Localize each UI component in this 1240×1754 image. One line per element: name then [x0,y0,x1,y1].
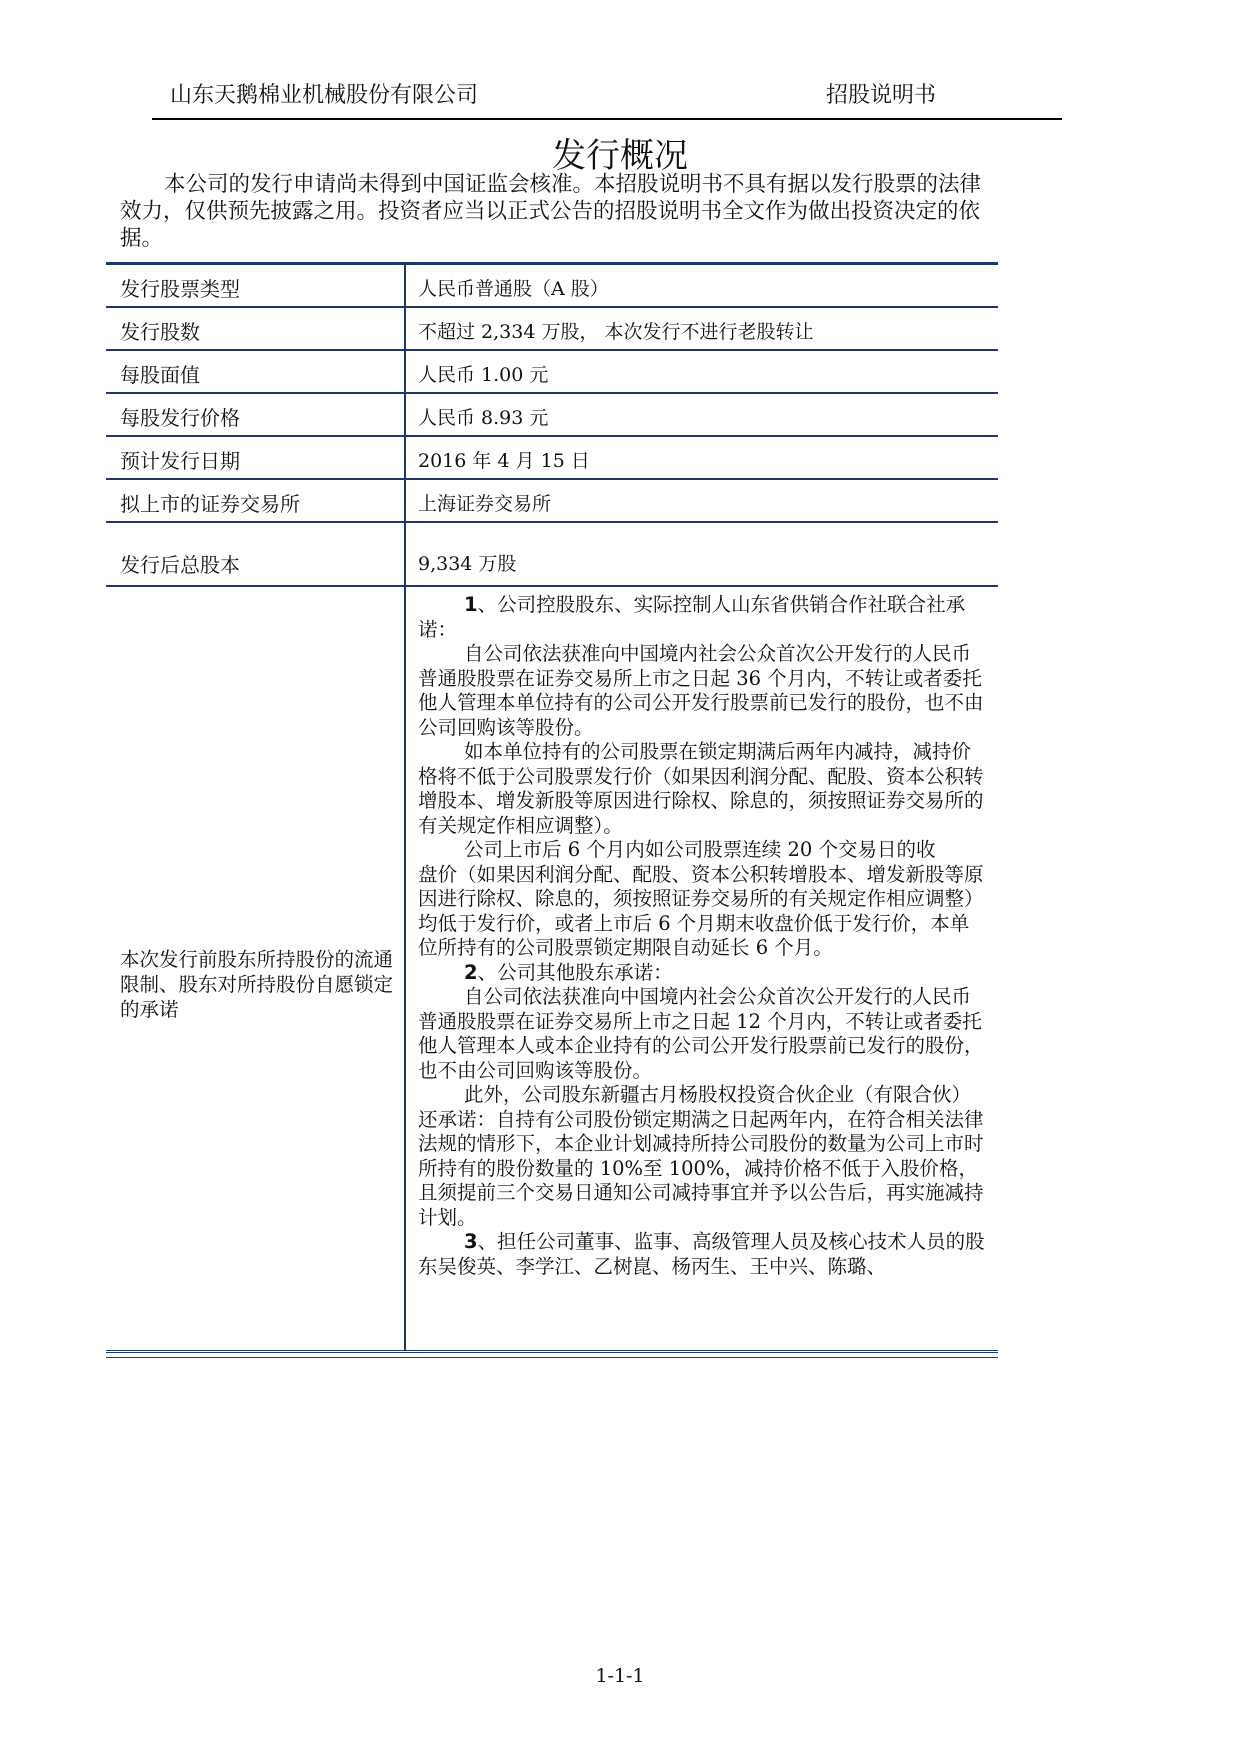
row-label: 预计发行日期 [106,437,406,478]
table-bottom-border [106,1350,998,1358]
table-row [106,437,998,480]
row-value: 人民币普通股（A 股） [418,278,609,300]
item-number: 2 [464,960,478,984]
page-number: 1-1-1 [595,1665,645,1687]
table-row [106,480,998,523]
table-row [106,523,998,587]
lockup-paragraph: 自公司依法获准向中国境内社会公众首次公开发行的人民币普通股股票在证券交易所上市之日起 36 个月内，不转让或者委托他人管理本单位持有的公司公开发行股票前已发行的股份，也不由公司回购该等股份。 [418,642,984,739]
header-company-name: 山东天鹅棉业机械股份有限公司 [170,83,479,108]
lockup-paragraph: 自公司依法获准向中国境内社会公众首次公开发行的人民币普通股股票在证券交易所上市之日起 12 个月内，不转让或者委托他人管理本人或本企业持有的公司公开发行股票前已发行的股份，也不由公司回购该等股份。 [418,985,984,1082]
row-label: 发行后总股本 [106,523,406,585]
table-row [106,351,998,394]
table-row [106,394,998,437]
item-number: 3 [464,1230,478,1253]
row-value: 人民币 8.93 元 [418,407,549,429]
header-rule [152,118,1062,120]
table-row [106,308,998,351]
row-value: 2016 年 4 月 15 日 [418,450,590,472]
row-value: 9,334 万股 [418,553,517,575]
table-row-lockup [106,587,998,1350]
lockup-paragraph: 如本单位持有的公司股票在锁定期满后两年内减持，减持价格将不低于公司股票发行价（如果因利润分配、配股、资本公积转增股本、增发新股等原因进行除权、除息的，须按照证券交易所的有关规定作相应调整）。 [418,740,984,837]
lockup-paragraph: 此外，公司股东新疆古月杨股权投资合伙企业（有限合伙）还承诺：自持有公司股份锁定期满之日起两年内，在符合相关法律法规的情形下，本企业计划减持所持公司股份的数量为公司上市时所持有的股份数量的 10%至 100%，减持价格不低于入股价格，且须提前三个交易日通知公司减持事宜并予以公告后，再实施减持计划。 [418,1083,984,1229]
row-value: 人民币 1.00 元 [418,364,549,386]
page-title: 发行概况 [552,136,688,176]
lockup-content [406,587,998,1350]
item-title: 、公司其他股东承诺： [477,960,673,984]
header-document-type: 招股说明书 [826,83,937,108]
lockup-paragraph: 公司上市后 6 个月内如公司股票连续 20 个交易日的收 [464,838,936,861]
row-label: 每股面值 [106,351,406,392]
row-label: 发行股票类型 [106,265,406,306]
lockup-label: 本次发行前股东所持股份的流通限制、股东对所持股份自愿锁定的承诺 [106,587,406,1350]
table-row [106,262,998,308]
item-title: 、担任公司董事、监事、高级管理人员及核心技术人员的股东吴俊英、李学江、乙树崑、杨丙生、王中兴、陈璐、 [418,1230,985,1278]
lockup-paragraph: 盘价（如果因利润分配、配股、资本公积转增股本、增发新股等原因进行除权、除息的，须按照证券交易所的有关规定作相应调整）均低于发行价，或者上市后 6 个月期末收盘价低于发行价，本单位所持有的公司股票锁定期限自动延长 6 个月。 [418,862,984,959]
row-value: 上海证券交易所 [418,493,552,515]
row-label: 每股发行价格 [106,394,406,435]
item-title: 、公司控股股东、实际控制人山东省供销合作社联合社承诺： [418,593,966,641]
intro-paragraph: 本公司的发行申请尚未得到中国证监会核准。本招股说明书不具有据以发行股票的法律效力，仅供预先披露之用。投资者应当以正式公告的招股说明书全文作为做出投资决定的依据。 [120,172,982,251]
row-label: 发行股数 [106,308,406,349]
item-number: 1 [464,593,478,616]
offering-table [106,262,998,1358]
lockup-item-1-title [418,593,988,642]
lockup-item-3-title [418,1230,988,1279]
lockup-item-2-title [418,961,988,986]
row-label: 拟上市的证券交易所 [106,480,406,521]
row-value: 不超过 2,334 万股， 本次发行不进行老股转让 [418,321,814,343]
